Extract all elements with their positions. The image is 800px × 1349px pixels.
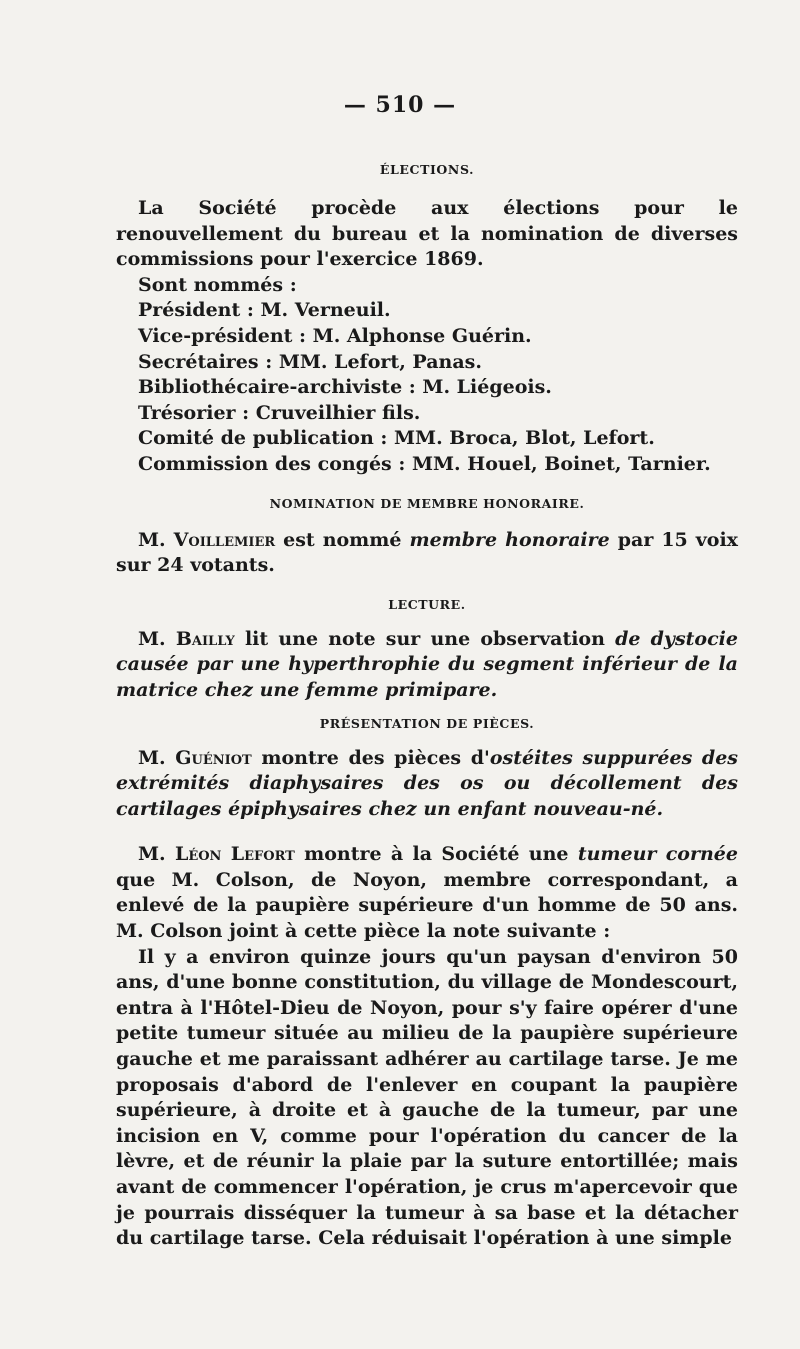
emphasis: tumeur cornée [577, 843, 738, 866]
emphasis: de dystocie causée par une hyperthrophie du segment inférieur de la matrice chez une femme primipare. [116, 627, 738, 701]
text-run: que M. Colson, de Noyon, membre correspondant, a enlevé de la paupière supérieure d'un homme de 50 ans. M. Colson joint à cette pièce la note suivante : [116, 868, 738, 943]
person-name: Léon Lefort [174, 843, 295, 866]
member-line: Bibliothécaire-archiviste : M. Liégeois. [138, 376, 552, 399]
emphasis: ostéites suppurées des extrémités diaphysaires des os ou décollement des cartilages épiphysaires chez un enfant nouveau-né. [116, 746, 738, 820]
member-line: Vice-président : M. Alphonse Guérin. [138, 324, 532, 347]
person-name: Voillemier [173, 528, 276, 551]
m-prefix: M. [138, 843, 166, 866]
m-prefix: M. [138, 627, 166, 650]
text-run: est nommé [275, 528, 410, 551]
lecture-paragraph [116, 627, 738, 704]
sont-nommes: Sont nommés : [138, 273, 297, 296]
nomination-paragraph [116, 528, 738, 579]
text-column [116, 160, 738, 1252]
lefort-paragraph [116, 842, 738, 944]
nomination-heading: NOMINATION DE MEMBRE HONORAIRE. [269, 495, 585, 511]
elections-heading: ÉLECTIONS. [379, 162, 475, 177]
text-run: montre à la Société une [294, 843, 578, 866]
m-prefix: M. [138, 528, 166, 551]
page-number: — 510 — [343, 92, 457, 118]
elections-list [116, 273, 738, 478]
note-paragraph: Il y a environ quinze jours qu'un paysan d'environ 50 ans, d'une bonne constitution, du village de Mondescourt, entra à l'Hôtel-Dieu de Noyon, pour s'y faire opérer d'une petite tumeur située au milieu de la paupière supérieure gauche et me paraissant adhérer au cartilage tarse. Je me proposais d'abord de l'enlever en coupant la paupière supérieure, à droite et à gauche de la tumeur, par une incision en V, comme pour l'opération du cancer de la lèvre, et de réunir la plaie par la suture entortillée; mais avant de commencer l'opération, je crus m'apercevoir que je pourrais disséquer la tumeur à sa base et la détacher du cartilage tarse. Cela réduisait l'opération à une simple [116, 945, 738, 1250]
presentation-paragraph [116, 746, 738, 823]
text-run: montre des pièces d' [251, 746, 490, 769]
person-name: Guéniot [175, 746, 252, 769]
member-line: Commission des congés : MM. Houel, Boinet, Tarnier. [138, 452, 711, 475]
person-name: Bailly [175, 627, 235, 650]
emphasis: membre honoraire [409, 528, 610, 551]
member-line: Président : M. Verneuil. [138, 299, 391, 322]
text-run: par 15 voix sur 24 votants. [116, 528, 738, 577]
member-line: Comité de publication : MM. Broca, Blot, Lefort. [138, 427, 655, 450]
m-prefix: M. [138, 746, 166, 769]
presentation-heading: PRÉSENTATION DE PIÈCES. [319, 715, 535, 731]
member-line: Secrétaires : MM. Lefort, Panas. [138, 350, 482, 373]
lecture-heading: LECTURE. [388, 596, 466, 612]
text-run: lit une note sur une observation [234, 627, 616, 650]
member-line: Trésorier : Cruveilhier fils. [138, 401, 421, 424]
elections-intro: La Société procède aux élections pour le renouvellement du bureau et la nomination de diverses commissions pour l'exercice 1869. [116, 197, 738, 271]
